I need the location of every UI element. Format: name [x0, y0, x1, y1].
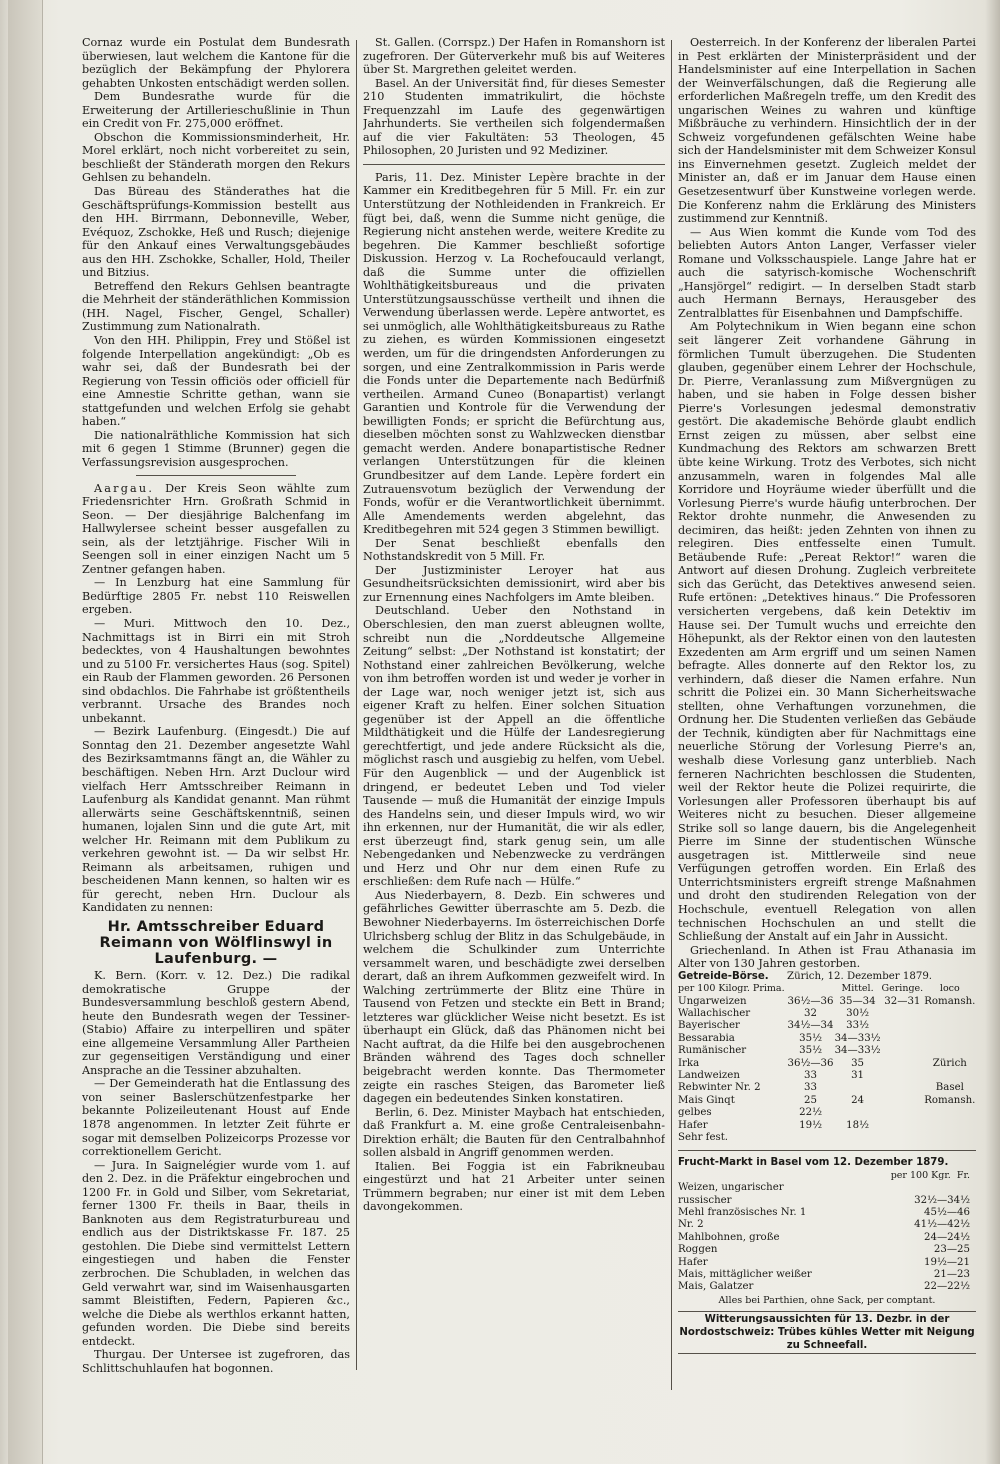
article-paragraph: Griechenland. In Athen ist Frau Athanasia im Alter von 130 Jahren gestorben.: [678, 943, 976, 971]
table-cell-value: 32½—34½: [914, 1194, 970, 1206]
table-cell-mittel: 34—33½: [834, 1045, 881, 1057]
table-row: [678, 1244, 976, 1256]
article-paragraph: Betreffend den Rekurs Gehlsen beantragte die Mehrheit der ständeräthlichen Kommission (HH. Nagel, Fischer, Gengel, Schaller) Zustimmung zum Nationalrath.: [82, 279, 350, 334]
table-title: Frucht-Markt in Basel vom 12. Dezember 1879.: [678, 1157, 949, 1169]
article-paragraph: — Bezirk Laufenburg. (Eingesdt.) Die auf Sonntag den 21. Dezember angesetzte Wahl des Bezirksamtmanns fängt an, die Wähler zu beschäftigen. Neben Hrn. Arzt Duclour wird vielfach Herr Amtsschreiber Reimann in Laufenburg als Kandidat genannt. Man rühmt allerwärts seine Geschäftskenntniß, seinen humanen, lojalen Sinn und die gute Art, mit welcher Hr. Reimann mit dem Publikum zu verkehren gewohnt ist. — Da wir selbst Hr. Reimann als arbeitsamen, ruhigen und bescheidenen Mann kennen, so halten wir es für gerecht, neben Hrn. Duclour als Kandidaten zu nennen:: [82, 725, 350, 915]
article-paragraph: Die nationalräthliche Kommission hat sich mit 6 gegen 1 Stimme (Brunner) gegen die Verfassungsrevision ausgesprochen.: [82, 428, 350, 469]
column-2: [363, 36, 665, 1464]
table-cell-geringe: [881, 1120, 924, 1132]
table-cell-name: Landweizen: [678, 1069, 740, 1081]
article-paragraph: Dem Bundesrathe wurde für die Erweiterung der Artillerieschußlinie in Thun ein Credit von Fr. 275,000 eröffnet.: [82, 90, 350, 131]
table-cell-loco: [924, 1120, 976, 1132]
table-cell-value: 19½—21: [924, 1256, 970, 1268]
table-cell-mittel: 30½: [846, 1007, 869, 1019]
table-row: [678, 1070, 976, 1082]
table-row: [678, 1281, 976, 1293]
table-cell-loco: Zürich: [932, 1057, 967, 1069]
table-cell-name: Ungarweizen: [678, 995, 747, 1007]
table-cell-geringe: [881, 1008, 924, 1020]
article-paragraph: Von den HH. Philippin, Frey und Stößel ist folgende Interpellation angekündigt: „Ob es wahr sei, daß der Bundesrath bei der Regierung von Tessin officiös oder officiell für eine Amnestie Schritte gethan, wann sie stattgefunden und welchen Erfolg sie gehabt haben.“: [82, 334, 350, 429]
article-paragraph: — Aus Wien kommt die Kunde vom Tod des beliebten Autors Anton Langer, Verfasser vieler Romane und Volksschauspiele. Lange Jahre hat er auch die satyrisch-komische Wochenschrift „Hansjörgel“ redigirt. — In derselben Stadt starb auch Hermann Bernays, Herausgeber des Zentralblattes für Eisenbahnen und Dampfschiffe.: [678, 225, 976, 320]
column-header: loco: [939, 983, 960, 995]
table-cell-mittel: 34—33½: [834, 1032, 881, 1044]
table-cell-prima: 22½: [799, 1107, 822, 1119]
column-header: Mittel.: [841, 983, 874, 995]
table-cell-geringe: [881, 1082, 924, 1094]
table-row: [678, 1082, 976, 1094]
table-cell-mittel: 18½: [846, 1119, 869, 1131]
table-row: [678, 1257, 976, 1269]
table-row: [678, 1182, 976, 1194]
table-row: [678, 1219, 976, 1231]
article-paragraph: Am Polytechnikum in Wien begann eine schon seit längerer Zeit vorhandene Gährung in förmlichen Tumult überzugehen. Die Studenten glauben, gegenüber einem Lehrer der Hochschule, Dr. Pierre, Veranlassung zum Mißvergnügen zu haben, und sie haben in Folge dessen bisher Pierre's Vorlesungen jedesmal demonstrativ gestört. Die akademische Behörde glaubt endlich Ernst zeigen zu müssen, aber selbst eine Kundmachung des Rektors am schwarzen Brett übte keine Wirkung. Trotz des Verbotes, sich nicht anzusammeln, waren in folgendes Mal alle Korridore und Hoyräume wieder überfüllt und die Vorlesung Pierre's wurde häufig unterbrochen. Der Rektor drohte nunmehr, die Anwesenden zu decimiren, das heißt: jeden Zehnten von ihnen zu relegiren. Dies entfesselte einen Tumult. Betäubende Rufe: „Pereat Rektor!“ waren die Antwort auf diesen Drohung. Zugleich verbreitete sich das Gerücht, das Detektives anwesend seien. Rufe ertönen: „Detektives hinaus.“ Die Professoren versicherten vergebens, daß kein Detektiv im Hause sei. Der Tumult wuchs und erreichte den Höhepunkt, als der Rektor einen von den lautesten Exzedenten am Arm ergriff und um seinen Namen befragte. Alles donnerte auf den Rektor los, zu verhindern, daß dieser die Namen erfahre. Nun schritt die Polizei ein. 30 Mann Sicherheitswache stellten, ohne Verhaftungen vorzunehmen, die Ordnung her. Die Studenten verließen das Gebäude der Technik, kündigten aber für Nachmittags eine neuerliche Störung der Vorlesung Pierre's an, weshalb diese Vorlesung ganz unterblieb. Nach ferneren Nachrichten beschlossen die Studenten, weil der Rektor heute die Polizei requirirte, die Vorlesungen aller Professoren überhaupt bis auf Weiteres nicht zu besuchen. Dieser allgemeine Strike soll so lange dauern, bis die Angelegenheit Pierre im Sinne der studentischen Wünsche ausgetragen ist. Mittlerweile sind neue Verfügungen getroffen worden. Ein Erlaß des Unterrichtsministers ergreift strenge Maßnahmen und droht den studirenden Relegation von der Hochschule, eventuell Relegation von allen technischen Hochschulen an und stellt die Schließung der Anstalt auf ein Jahr in Aussicht.: [678, 320, 976, 944]
table-cell-geringe: [881, 1058, 924, 1070]
column-header: [860, 1170, 976, 1182]
table-cell-geringe: [881, 1045, 924, 1057]
article-paragraph: Cornaz wurde ein Postulat dem Bundesrath überwiesen, laut welchem die Kantone für die bezüglich der Bekämpfung der Phylorera gehabten Unkosten entschädigt werden sollen.: [82, 36, 350, 90]
table-cell-value: [860, 1182, 976, 1194]
table-cell-loco: [924, 1020, 976, 1032]
table-row: [678, 1232, 976, 1244]
table-cell-name: Mais Ginqt: [678, 1094, 735, 1106]
article-paragraph: Der Senat beschließt ebenfalls den Nothstandskredit von 5 Mill. Fr.: [363, 536, 665, 564]
fruit-market-table: [678, 1157, 976, 1293]
article-paragraph: Deutschland. Ueber den Nothstand in Oberschlesien, den man zuerst ableugnen wollte, schreibt nun die „Norddeutsche Allgemeine Zeitung“ selbst: „Der Nothstand ist konstatirt; der Nothstand einer zahlreichen Bevölkerung, welche von ihm betroffen worden ist und weder je vorher in der Lage war, noch weniger jetzt ist, sich aus eigener Kraft zu helfen. Einer solchen Situation gegenüber ist der Appell an die öffentliche Mildthätigkeit und die Hülfe der Landesregierung gerechtfertigt, und jede andere Rücksicht als die, möglichst rasch und ausgiebig zu helfen, vom Uebel. Für den Augenblick — und der Augenblick ist dringend, er bedeutet Leben und Tod vieler Tausende — muß die Humanität der einzige Impuls des Handelns sein, und dieser Impuls wird, wo wir ihn erkennen, nur der Humanität, die wir als edler, erst überzeugt find, stark genug sein, um alle Nebengedanken und Nebenzwecke zu verdrängen und Herz und Ohr nur dem einen Rufe zu erschließen: dem Rufe nach — Hülfe.“: [363, 604, 665, 889]
table-cell-loco: [924, 1033, 976, 1045]
table-row: [678, 1132, 976, 1144]
section-divider: [363, 164, 665, 165]
weather-forecast: Witterungsaussichten für 13. Dezbr. in der Nordostschweiz: Trübes kühles Wetter mit Neigung zu Schneefall.: [678, 1311, 976, 1354]
table-cell-loco: Basel: [935, 1082, 964, 1094]
article-paragraph: — In Lenzburg hat eine Sammlung für Bedürftige 2805 Fr. nebst 110 Reiswellen ergeben.: [82, 576, 350, 617]
table-note: Alles bei Parthien, ohne Sack, per comptant.: [718, 1294, 936, 1306]
article-paragraph: Aus Niederbayern, 8. Dezb. Ein schweres und gefährliches Gewitter überraschte am 5. Dezb. die Bewohner Niederbayerns. Im österreichischen Dorfe Ulrichsberg schlug der Blitz in das Schulgebäude, in welchem die Schulkinder zum Unterrichte versammelt waren, und beschädigte zwei derselben derart, daß an ihrem Aufkommen gezweifelt wird. In Walching zertrümmerte der Blitz eine Thüre in Tausend von Fetzen und steckte ein Bett in Brand; letzteres war glücklicher Weise nicht besetzt. Es ist überhaupt ein Glück, daß das Phänomen nicht bei Nacht auftrat, da die Hilfe bei den ausgebrochenen Bränden während des Tages doch schneller beigebracht werden konnte. Das Thermometer zeigte ein rasches Steigen, das Barometer ließ dagegen ein bedeutendes Sinken konstatiren.: [363, 888, 665, 1106]
column-rule: [356, 40, 357, 1370]
column-header: [678, 1170, 860, 1182]
table-cell-geringe: 32—31: [884, 995, 921, 1007]
article-paragraph: Berlin, 6. Dez. Minister Maybach hat entschieden, daß Frankfurt a. M. eine große Centraleisenbahn-Direktion erhält; die Bauten für den Centralbahnhof sollen alsbald in Angriff genommen werden.: [363, 1105, 665, 1160]
table-body: [678, 996, 976, 1145]
table-cell-prima: 19½: [799, 1119, 822, 1131]
table-row: [678, 1045, 976, 1057]
table-cell-geringe: [881, 1033, 924, 1045]
table-body: [678, 1182, 976, 1294]
article-paragraph: K. Bern. (Korr. v. 12. Dez.) Die radikal demokratische Gruppe der Bundesversammlung beschloß gestern Abend, heute den Bundesrath wegen der Tessiner- (Stabio) Affaire zu interpelliren und später eine allgemeine Versammlung Aller Partheien zur gegenseitigen Verständigung und einer Ansprache an die Tessiner abzuhalten.: [82, 969, 350, 1077]
table-cell-name: Rebwinter Nr. 2: [678, 1082, 761, 1094]
table-cell-value: 24—24½: [924, 1231, 970, 1243]
table-cell-mittel: 35—34: [839, 995, 876, 1007]
table-row: [678, 996, 976, 1008]
section-heading: Aargau.: [94, 481, 155, 495]
table-cell-prima: 25: [804, 1094, 818, 1106]
table-cell-prima: 34½—34: [787, 1020, 834, 1032]
table-cell-name: Bessarabia: [678, 1032, 735, 1044]
column-rule: [671, 40, 672, 1390]
column-header: [787, 983, 834, 995]
table-cell-name: Mais, mittäglicher weißer: [678, 1269, 812, 1281]
table-cell-name: Nr. 2: [678, 1219, 704, 1231]
table-cell-prima: [787, 1132, 834, 1144]
table-cell-value: 41½—42½: [914, 1219, 970, 1231]
column-header: Geringe.: [881, 983, 924, 995]
table-unit: per 100 Kgr.: [890, 1169, 951, 1181]
table-cell-name: Bayerischer: [678, 1020, 740, 1032]
section-divider: [678, 1150, 976, 1151]
table-cell-loco: [924, 1045, 976, 1057]
table-cell-geringe: [881, 1095, 924, 1107]
table-cell-loco: [924, 1107, 976, 1119]
column-3: [678, 36, 976, 1464]
table-cell-name: Weizen, ungarischer: [678, 1182, 784, 1194]
table-cell-mittel: 33½: [846, 1020, 869, 1032]
article-paragraph: — Der Gemeinderath hat die Entlassung des von seiner Baslerschützenfestparke her bekannte Polizeileutenant Houst auf Ende 1878 angenommen. In letzter Zeit führte er sogar mit demselben Polizeicorps Prozesse vor correktionellem Gericht.: [82, 1077, 350, 1159]
table-cell-loco: [924, 1008, 976, 1020]
table-cell-name: Wallachischer: [678, 1007, 751, 1019]
table-row: [678, 1095, 976, 1107]
table-cell-geringe: [881, 1070, 924, 1082]
table-place-date: Zürich, 12. Dezember 1879.: [787, 970, 933, 982]
table-row: [678, 1195, 976, 1207]
article-paragraph: [82, 482, 350, 577]
table-cell-mittel: 31: [851, 1069, 865, 1081]
table-cell-name: gelbes: [678, 1107, 712, 1119]
table-cell-loco: [924, 1070, 976, 1082]
bold-headline: Hr. Amtsschreiber Eduard Reimann von Wölflinswyl in Laufenburg. —: [99, 919, 333, 967]
table-cell-name: Hafer: [678, 1256, 708, 1268]
currency-label: Fr.: [956, 1169, 970, 1181]
article-paragraph: St. Gallen. (Corrspz.) Der Hafen in Romanshorn ist zugefroren. Der Güterverkehr muß bis auf Weiteres über St. Margrethen geleitet werden.: [363, 36, 665, 77]
article-paragraph: Basel. An der Universität find, für dieses Semester 210 Studenten immatrikulirt, die höchste Frequenzzahl im Laufe des gegenwärtigen Jahrhunderts. Sie vertheilen sich folgendermaßen auf die vier Fakultäten: 53 Theologen, 45 Philosophen, 20 Juristen und 92 Mediziner.: [363, 76, 665, 158]
table-row: [678, 1269, 976, 1281]
table-cell-prima: 32: [804, 1007, 818, 1019]
table-cell-value: 22—22½: [924, 1281, 970, 1293]
table-cell-name: Irka: [678, 1057, 700, 1069]
table-row: [678, 1008, 976, 1020]
table-cell-mittel: 24: [851, 1094, 865, 1106]
article-paragraph: — Muri. Mittwoch den 10. Dez., Nachmittags ist in Birri ein mit Stroh bedecktes, von 4 Haushaltungen bewohntes und zu 5100 Fr. versichertes Haus (sog. Spitel) ein Raub der Flammen geworden. 26 Personen sind obdachlos. Die Fahrhabe ist größtentheils verbrannt. Ursache des Brandes noch unbekannt.: [82, 616, 350, 725]
table-row: [678, 1207, 976, 1219]
table-cell-name: Roggen: [678, 1244, 718, 1256]
article-paragraph: Der Justizminister Leroyer hat aus Gesundheitsrücksichten demissionirt, wird aber bis zur Ernennung eines Nachfolgers im Amte bleiben.: [363, 563, 665, 604]
binding-edge: [8, 0, 43, 1464]
table-cell-loco: [924, 1132, 976, 1144]
table-cell-prima: 33: [804, 1082, 818, 1094]
table-cell-name: Sehr fest.: [678, 1132, 729, 1144]
section-divider: [136, 475, 297, 476]
table-cell-prima: 33: [804, 1069, 818, 1081]
table-cell-prima: 36½—36: [787, 1057, 834, 1069]
article-paragraph: Italien. Bei Foggia ist ein Fabrikneubau eingestürzt und hat 21 Arbeiter unter seinen Trümmern begraben; nur einer ist mit dem Leben davongekommen.: [363, 1159, 665, 1214]
table-cell-name: Mehl französisches Nr. 1: [678, 1207, 807, 1219]
table-row: [678, 1033, 976, 1045]
table-cell-name: Mais, Galatzer: [678, 1281, 754, 1293]
table-cell-geringe: [881, 1132, 924, 1144]
table-cell-mittel: 35: [851, 1057, 865, 1069]
table-title: Getreide-Börse.: [678, 970, 769, 982]
table-row: [678, 1120, 976, 1132]
table-cell-mittel: [834, 1132, 881, 1144]
table-cell-prima: 36½—36: [787, 995, 834, 1007]
table-cell-name: Mahlbohnen, große: [678, 1231, 780, 1243]
table-cell-name: Rumänischer: [678, 1045, 747, 1057]
table-cell-prima: 35½: [799, 1045, 822, 1057]
table-cell-name: russischer: [678, 1194, 732, 1206]
table-cell-loco: Romansh.: [924, 1094, 976, 1106]
article-paragraph: Thurgau. Der Untersee ist zugefroren, das Schlittschuhlaufen hat bogonnen.: [82, 1348, 350, 1375]
column-1: [82, 36, 350, 1464]
table-row: [678, 1107, 976, 1119]
table-cell-geringe: [881, 1020, 924, 1032]
table-cell-loco: Romansh.: [924, 995, 976, 1007]
article-paragraph: Das Büreau des Ständerathes hat die Geschäftsprüfungs-Kommission bestellt aus den HH. Birrmann, Debonneville, Weber, Evéquoz, Zschokke, Heß und Rusch; diejenige für den Ankauf eines Verwaltungsgebäudes aus den HH. Zschokke, Schaller, Hold, Theiler und Bitzius.: [82, 185, 350, 280]
table-row: [678, 1020, 976, 1032]
table-cell-prima: 35½: [799, 1032, 822, 1044]
table-cell-value: 21—23: [933, 1269, 970, 1281]
article-paragraph: Oesterreich. In der Konferenz der liberalen Partei in Pest erklärten der Ministerpräsident und der Handelsminister auf eine Interpellation in Sachen der Weinverfälschungen, daß die Regierung alle erforderlichen Maßregeln treffe, um den Kredit des ungarischen Weines zu wahren und künftige Mißbräuche zu verhindern. Hinsichtlich der in der Schweiz vorgefundenen gefälschten Weine habe sich der Handelsminister mit dem Schweizer Konsul ins Einvernehmen gesetzt. Zugleich meldet der Minister an, daß er im Januar dem Hause einen Gesetzesentwurf über Kunstweine vorlegen werde. Die Konferenz nahm die Erklärung des Ministers zustimmend zur Kenntniß.: [678, 36, 976, 226]
article-text: Der Kreis Seon wählte zum Friedensrichter Hrn. Großrath Schmid in Seon. — Der diesjährige Balchenfang im Hallwylersee scheint besser ausgefallen zu sein, als der letztjährige. Fischer Wili in Seengen soll in einer einzigen Nacht um 5 Zentner gefangen haben.: [82, 481, 350, 576]
table-cell-mittel: [834, 1082, 881, 1094]
table-cell-geringe: [881, 1107, 924, 1119]
table-cell-value: 45½—46: [924, 1207, 970, 1219]
table-cell-name: Hafer: [678, 1119, 708, 1131]
grain-exchange-table: [678, 971, 976, 1145]
article-paragraph: Paris, 11. Dez. Minister Lepère brachte in der Kammer ein Kreditbegehren für 5 Mill. Fr. ein zur Unterstützung der Nothleidenden in Frankreich. Er fügt bei, daß, wenn die Summe nicht genüge, die Regierung nicht anstehen werde, weitere Kredite zu begehren. Die Kammer beschließt sofortige Diskussion. Herzog v. La Rochefoucauld verlangt, daß die Summe unter die offiziellen Wohlthätigkeitsbureaus und die privaten Unterstützungsausschüsse vertheilt und ihnen die Verwendung überlassen werde. Lepère antwortet, es sei unmöglich, alle Wohlthätigkeitsbureaus zu Rathe zu ziehen, es würden Kommissionen eingesetzt werden, um für die dringendsten Anforderungen zu sorgen, und eine Zentralkommission in Paris werde die Fonds unter die Departemente nach Bedürfniß vertheilen. Armand Cuneo (Bonapartist) verlangt Garantien und Kontrole für die Verwendung der bewilligten Fonds; er spricht die Befürchtung aus, dieselben möchten sonst zu Wahlzwecken dienstbar gemacht werden. Andere bonapartistische Redner verlangen Unterstützungen für die kleinen Grundbesitzer auf dem Lande. Lepère fordert ein Zutrauensvotum bezüglich der Verwendung der Fonds, wofür er die Verantwortlichkeit übernimmt. Alle Amendements werden abgelehnt, das Kreditbegehren mit 524 gegen 3 Stimmen bewilligt.: [363, 170, 665, 537]
table-cell-mittel: [834, 1107, 881, 1119]
article-paragraph: — Jura. In Saignelégier wurde vom 1. auf den 2. Dez. in die Präfektur eingebrochen und 1200 Fr. in Gold und Silber, vom Sekretariat, ferner 1300 Fr. theils in Baar, theils in Banknoten aus dem Registraturbureau und endlich aus der Distriktskasse Fr. 187. 25 gestohlen. Die Diebe sind vermittelst Lettern eingestiegen und haben die Fenster zerbrochen. Die Schubladen, in welchen das Geld verwahrt war, sind im Waisenhausgarten sammt Bleistiften, Federn, Papieren &c., welche die Diebe als werthlos erkannt hatten, gefunden worden. Die Diebe sind bereits entdeckt.: [82, 1158, 350, 1348]
table-unit: per 100 Kilogr. Prima.: [678, 983, 785, 995]
article-paragraph: Obschon die Kommissionsminderheit, Hr. Morel erklärt, noch nicht vorbereitet zu sein, beschließt der Ständerath morgen den Rekurs Gehlsen zu behandeln.: [82, 130, 350, 185]
table-row: [678, 1058, 976, 1070]
table-cell-value: 23—25: [933, 1244, 970, 1256]
